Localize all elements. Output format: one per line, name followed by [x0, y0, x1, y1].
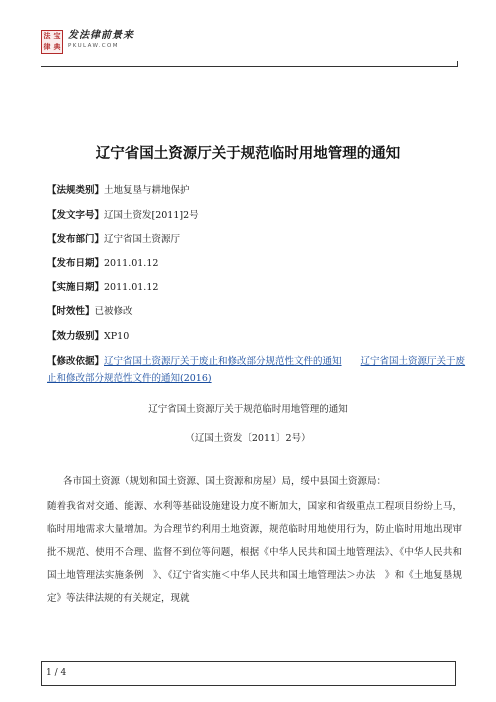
meta-row-department: 【发布部门】辽宁省国土资源厅: [47, 234, 181, 245]
meta-row-validity: 【时效性】已被修改: [47, 306, 133, 317]
page-number: 1 / 4: [46, 668, 67, 678]
page-footer: [41, 661, 456, 686]
amendment-link-2[interactable]: 辽宁省国土资源厅关于废止和修改部分规范性文件的通知(2016): [47, 356, 466, 384]
header-divider-tick: [457, 61, 458, 67]
meta-row-category: 【法规类别】土地复垦与耕地保护: [47, 185, 190, 196]
brand-url: PKULAW.COM: [68, 43, 119, 49]
salutation: 各市国土资源（规划和国土资源、国土资源和房屋）局，绥中县国土资源局：: [63, 476, 387, 487]
pkulaw-logo: [41, 30, 134, 54]
body-subtitle: 辽宁省国土资源厅关于规范临时用地管理的通知: [148, 404, 348, 415]
meta-row-amendment: 【修改依据】辽宁省国土资源厅关于废止和修改部分规范性文件的通知 辽宁省国土资源厅关于废止和修改部分规范性文件的通知(2016): [47, 356, 466, 384]
meta-row-level: 【效力级别】XP10: [47, 331, 130, 342]
seal-icon: 法 宝 律 典: [41, 30, 63, 54]
meta-row-doc-number: 【发文字号】辽国土资发[2011]2号: [47, 210, 199, 221]
document-title: 辽宁省国土资源厅关于规范临时用地管理的通知: [95, 145, 401, 162]
amendment-link-1[interactable]: 辽宁省国土资源厅关于废止和修改部分规范性文件的通知: [104, 356, 342, 367]
meta-row-effective-date: 【实施日期】2011.01.12: [47, 282, 159, 293]
body-paragraph: 随着我省对交通、能源、水利等基础设施建设力度不断加大，国家和省级重点工程项目纷纷上马，临时用地需求大量增加。为合理节约利用土地资源，规范临时用地使用行为，防止临时用地出现审批不规范、使用不合理、监督不到位等问题，根据《中华人民共和国土地管理法》、《中华人民共和国土地管理法实施条例 》、《辽宁省实施＜中华人民共和国土地管理法＞办法 》和《土地复垦规定》等法律法规的有关规定，现就: [47, 501, 462, 604]
brand-name: 发法律前景来: [68, 30, 134, 41]
body-doc-number: （辽国土资发〔2011〕2号）: [185, 433, 311, 444]
meta-row-publish-date: 【发布日期】2011.01.12: [47, 258, 159, 269]
header-divider: [41, 66, 458, 67]
